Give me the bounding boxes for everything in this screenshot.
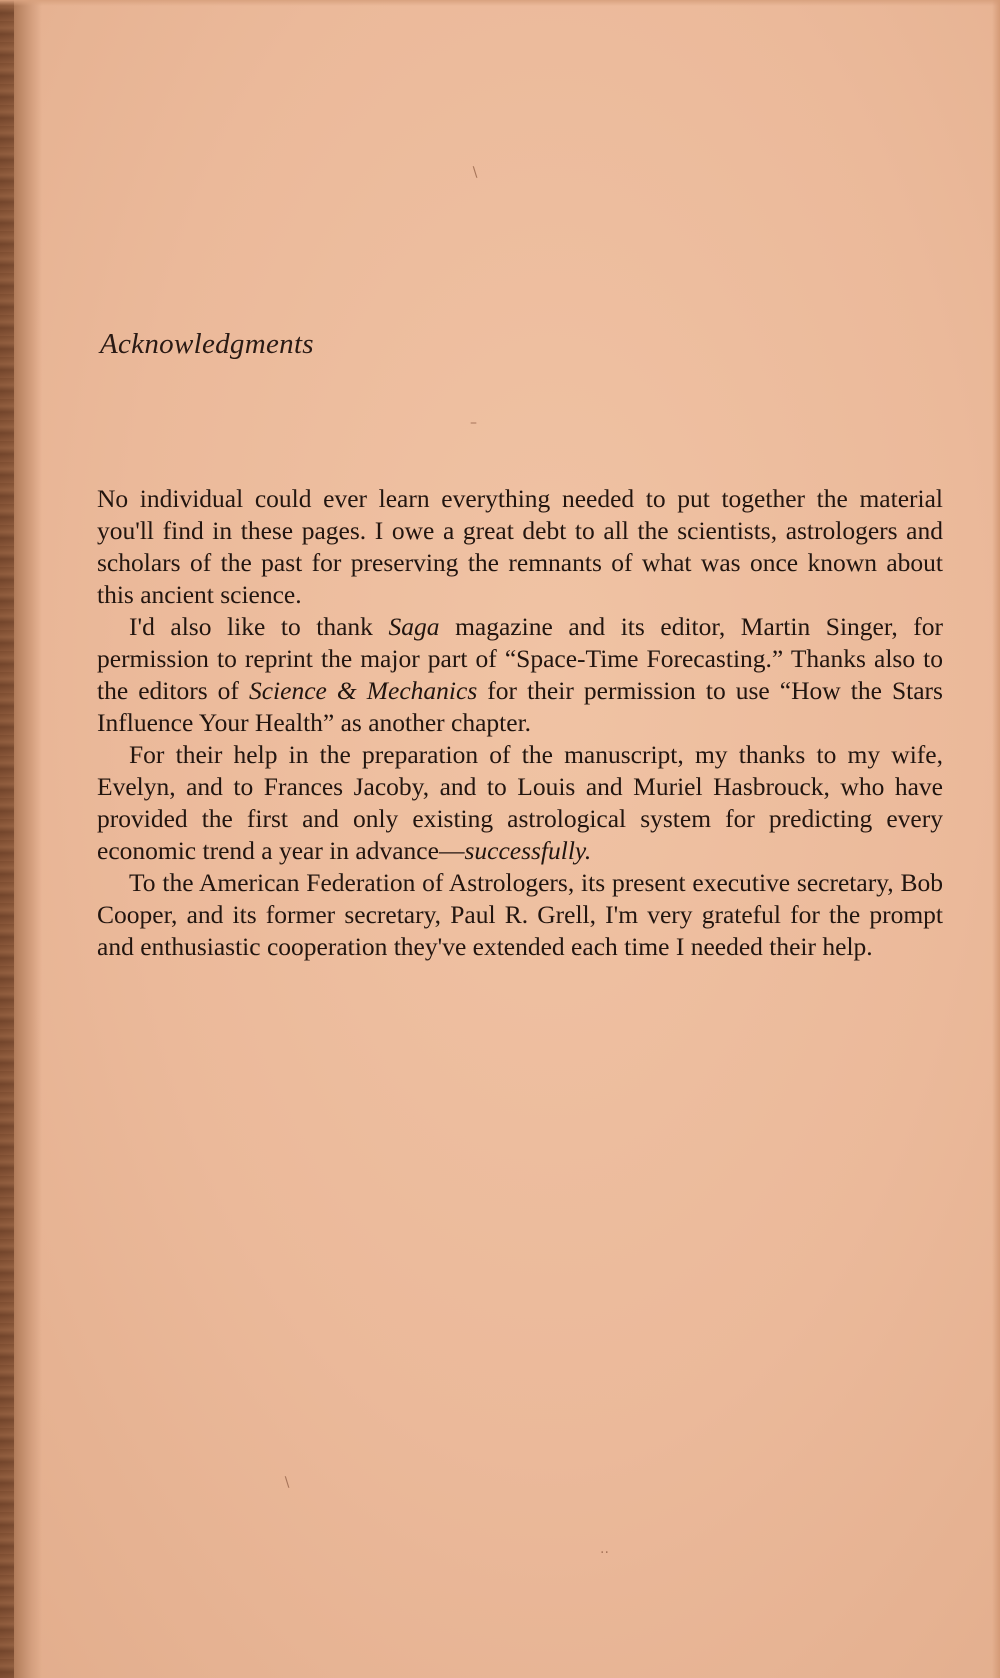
page-title: Acknowledgments xyxy=(100,328,314,360)
paper-speck: ⋅⋅ xyxy=(600,1545,609,1561)
paragraph-2-text-c: magazine and its editor, Martin Singer, for permission to reprint the major part of “Space-Time Forecasting.” Thanks also to the editors of xyxy=(97,612,943,705)
paragraph-2-text-a: I'd also like to thank xyxy=(129,612,389,641)
page-top-edge xyxy=(0,0,1000,6)
paper-speck: ∖ xyxy=(282,1475,291,1491)
emphasis-successfully: successfully. xyxy=(464,836,592,865)
paper-speck: – xyxy=(470,415,477,431)
paragraph-3-text-a: For their help in the preparation of the manuscript, my thanks to my wife, Evelyn, and to Frances Jacoby, and to Louis and Muriel Hasbrouck, who have provided the first and only existing astrological system for predicting every economic trend a year in advance— xyxy=(97,740,943,865)
magazine-title-saga: Saga xyxy=(388,612,440,641)
acknowledgments-body xyxy=(97,483,943,963)
paragraph-2-text-e: for their permission to use “How the Stars Influence Your Health” as another chapter. xyxy=(97,676,943,737)
magazine-title-science-mechanics: Science & Mechanics xyxy=(248,676,478,705)
paragraph-2 xyxy=(97,611,943,739)
paragraph-4: To the American Federation of Astrologers, its present executive secretary, Bob Cooper, and its former secretary, Paul R. Grell, I'm very grateful for the prompt and enthusiastic cooperation they've extended each time I needed their help. xyxy=(97,868,943,961)
paragraph-3 xyxy=(97,739,943,867)
paper-speck: ∖ xyxy=(470,165,479,181)
page-binding-edge xyxy=(0,0,14,1678)
paragraph-1: No individual could ever learn everything needed to put together the material you'll find in these pages. I owe a great debt to all the scientists, astrologers and scholars of the past for preserving the remnants of what was once known about this ancient science. xyxy=(97,484,943,609)
page-right-edge xyxy=(992,0,1000,1678)
